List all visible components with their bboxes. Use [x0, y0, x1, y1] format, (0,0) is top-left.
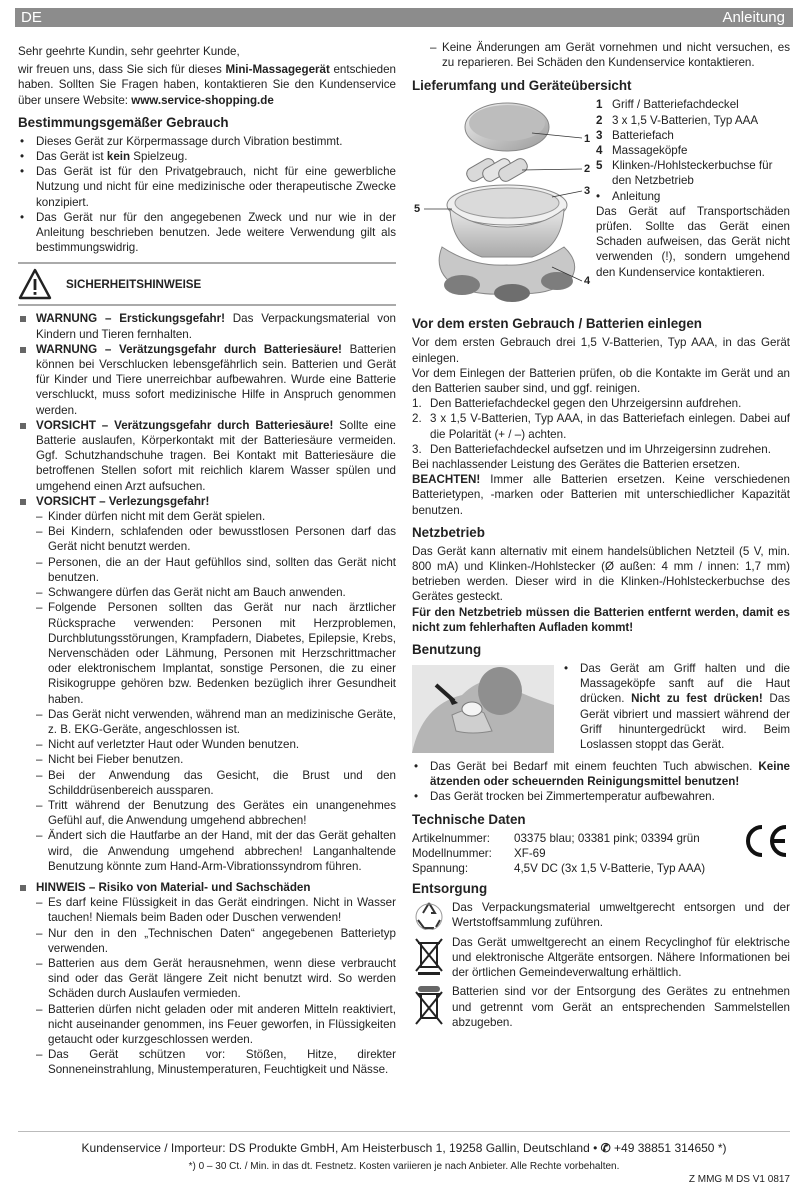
warning-acid: WARNUNG – Verätzungsgefahr durch Batteriesäure! Batterien können bei Verschlucken lebensgefährlich sein. Batterien und Gerät für Kinder und Tiere unerreichbar aufbewahren. Wurde eine Batterie verschluckt, muss sofort medizinische Hilfe in Anspruch genommen werden.: [18, 342, 396, 418]
list-item: – Kinder dürfen nicht mit dem Gerät spielen.: [36, 509, 396, 524]
header-title: Anleitung: [722, 9, 785, 26]
overview-heading: Lieferumfang und Geräteübersicht: [412, 78, 632, 94]
disposal-batteries: [412, 984, 790, 1030]
page-footer: [18, 1131, 790, 1185]
list-item: – Nicht bei Fieber benutzen.: [36, 752, 396, 767]
legend-item: 5 Klinken-/Hohlsteckerbuchse für den Netzbetrieb: [596, 159, 773, 188]
legend-item: 1 Griff / Batteriefachdeckel: [596, 98, 739, 112]
notice-material: HINWEIS – Risiko von Material- und Sachschäden – Es darf keine Flüssigkeit in das Gerät eindringen. Nicht in Wasser tauchen! Niemals beim Baden oder Duschen verwenden! – Nur den in den „Technischen Daten“ angegebenen Batterietyp verwenden. – Batterien aus dem Gerät herausnehmen, wenn diese verbraucht sind oder das Gerät längere Zeit nicht benutzt wird. So werden Schäden durch Auslaufen vermieden. – Batterien dürfen nicht geladen oder mit anderen Mitteln reaktiviert, nicht auseinander genommen, ins Feuer geworfen, in Flüssigkeiten getaucht oder kurzgeschlossen werden. – Das Gerät schützen vor: Stößen, Hitze, direkter Sonneneinstrahlung, Minustemperaturen, Feuchtigkeit und Nässe.: [18, 880, 396, 1078]
phone-icon: ✆: [600, 1141, 611, 1155]
safety-list: [18, 311, 396, 1077]
table-row: [412, 861, 705, 876]
list-item: • Das Gerät ist kein Spielzeug.: [18, 149, 396, 164]
paragraph: Vor dem Einlegen der Batterien prüfen, ob die Kontakte im Gerät und an den Batterien sauber sind, und ggf. reinigen.: [412, 366, 790, 396]
list-item: • Das Gerät trocken bei Zimmertemperatur aufbewahren.: [412, 789, 790, 804]
intended-use-heading: Bestimmungsgemäßer Gebrauch: [18, 114, 229, 130]
paragraph: Das Gerät umweltgerecht an einem Recyclinghof für elektrische und elektronische Altgeräte entsorgen. Nähere Informationen bei der örtlichen Gemeindeverwaltung erhältlich.: [452, 935, 790, 980]
list-item: • Das Gerät am Griff halten und die Massageköpfe sanft auf die Haut drücken. Nicht zu fest drücken! Das Gerät vibriert und massiert während der Griff hinuntergedrückt wird. Beim Loslassen stoppt das Gerät.: [562, 661, 790, 752]
list-item: • Das Gerät nur für den angegebenen Zweck und nur wie in der Anleitung beschrieben benutzen. Jede weitere Verwendung gilt als bestimmungswidrig.: [18, 210, 396, 256]
intro-text: wir freuen uns, dass Sie sich für dieses Mini-Massagegerät entschieden haben. Sollten Sie Fragen haben, kontaktieren Sie den Kundenservice über unsere Website: www.service-shopping.de: [18, 63, 396, 107]
parts-legend: [596, 97, 790, 279]
legend-item: 2 3 x 1,5 V-Batterien, Typ AAA: [596, 113, 759, 127]
document-code: Z MMG M DS V1 0817: [688, 1174, 790, 1185]
website-link[interactable]: www.service-shopping.de: [131, 93, 274, 107]
list-item: – Batterien aus dem Gerät herausnehmen, wenn diese verbraucht sind oder das Gerät längere Zeit nicht benutzt wird. So werden Schäden durch Auslaufen vermieden.: [36, 956, 396, 1002]
first-use-heading: Vor dem ersten Gebrauch / Batterien einlegen: [412, 316, 702, 332]
list-item: – Das Gerät schützen vor: Stößen, Hitze, direkter Sonneneinstrahlung, Minustemperaturen, Feuchtigkeit und Nässe.: [36, 1047, 396, 1077]
greeting: Sehr geehrte Kundin, sehr geehrter Kunde,: [18, 45, 240, 58]
list-item: – Nur den in den „Technischen Daten“ angegebenen Batterietyp verwenden.: [36, 926, 396, 956]
tech-value: 4,5V DC (3x 1,5 V-Batterie, Typ AAA): [514, 862, 706, 876]
caution-injury: VORSICHT – Verlezungsgefahr! – Kinder dürfen nicht mit dem Gerät spielen. – Bei Kindern, schlafenden oder bewusstlosen Personen darf das Gerät nicht benutzt werden. – Personen, die an der Haut gefühllos sind, sollten das Gerät nicht benutzen. – Schwangere dürfen das Gerät nicht am Bauch anwenden. – Folgende Personen sollten das Gerät nur nach ärztlicher Rücksprache verwenden: Personen mit Herzproblemen, Durchblutungsstörungen, Krampfadern, Diabetes, Epilepsie, Krebs, Nervenschäden oder Lähmung, Personen mit Herzschrittmacher oder elektronischem Implantat, sonstige Personen, die zu einer Risikogruppe gehören bzw. Bedenken bezüglich ihrer Gesundheit haben. – Das Gerät nicht verwenden, während man an medizinische Geräte, z. B. EKG-Geräte, angeschlossen ist. – Nicht auf verletzter Haut oder Wunden benutzen. – Nicht bei Fieber benutzen. – Bei der Anwendung das Gesicht, die Brust und den Schilddrüsenbereich aussparen. – Tritt während der Benutzung des Gerätes ein unangenehmes Gefühl auf, die Anwendung umgehend abbrechen! – Ändert sich die Hautfarbe an der Hand, mit der das Gerät gehalten wird, die Anwendung umgehend abbrechen! Langanhaltende Benutzung könnte zum Hand-Arm-Vibrationssyndrom führen.: [18, 494, 396, 874]
list-item: • Das Gerät bei Bedarf mit einem feuchten Tuch abwischen. Keine ätzenden oder scheuernden Reinigungsmittel benutzen!: [412, 759, 790, 789]
legend-item: • Anleitung: [596, 189, 661, 203]
mains-heading: Netzbetrieb: [412, 524, 485, 540]
list-item: – Bei Kindern, schlafenden oder bewusstlosen Personen darf das Gerät nicht benutzt werden.: [36, 524, 396, 554]
legend-item: 3 Batteriefach: [596, 128, 674, 142]
callout-5: 5: [414, 203, 421, 216]
safety-banner: [18, 262, 396, 306]
paragraph: Batterien sind vor der Entsorgung des Gerätes zu entnehmen und getrennt vom Gerät an entsprechenden Sammelstellen abzugeben.: [452, 985, 790, 1029]
disposal-heading: Entsorgung: [412, 881, 488, 897]
list-item: – Nicht auf verletzter Haut oder Wunden benutzen.: [36, 737, 396, 752]
usage-list-2: [412, 759, 790, 805]
crossed-bin-icon: [412, 935, 446, 975]
recycle-icon: [412, 900, 446, 930]
list-item: 2. 3 x 1,5 V-Batterien, Typ AAA, in das Batteriefach einlegen. Dabei auf die Polarität (+ / –) achten.: [412, 412, 790, 441]
paragraph: Bei nachlassender Leistung des Gerätes die Batterien ersetzen.: [412, 458, 741, 472]
paragraph: Das Verpackungsmaterial umweltgerecht entsorgen und der Wertstoffsammlung zuführen.: [452, 901, 790, 930]
tech-key: Spannung:: [412, 862, 469, 876]
transport-note: Das Gerät auf Transportschäden prüfen. Sollte das Gerät einen Schaden aufweisen, das Gerät nicht verwenden (!), sondern umgehend den Kundenservice kontaktieren.: [596, 204, 790, 279]
list-item: • Das Gerät ist für den Privatgebrauch, nicht für eine gewerbliche Nutzung und nicht für eine medizinische oder therapeutische Zwecke konzipiert.: [18, 164, 396, 210]
list-item: – Folgende Personen sollten das Gerät nur nach ärztlicher Rücksprache verwenden: Personen mit Herzproblemen, Durchblutungsstörungen, Krampfadern, Diabetes, Epilepsie, Krebs, Nervenschäden oder Lähmung, Personen mit Herzschrittmacher oder elektronischem Implantat, sonstige Personen, die zu einer Risikogruppe gehören bzw. Bedenken bezüglich ihrer Gesundheit haben.: [36, 600, 396, 706]
list-item: – Personen, die an der Haut gefühllos sind, sollten das Gerät nicht benutzen.: [36, 555, 396, 585]
table-row: [412, 831, 705, 846]
footer-cost-note: *) 0 – 30 Ct. / Min. in das dt. Festnetz. Kosten variieren je nach Anbieter. Alle Rechte vorbehalten.: [188, 1161, 620, 1172]
tech-value: XF-69: [514, 846, 546, 860]
paragraph: Das Gerät kann alternativ mit einem handelsüblichen Netzteil (5 V, min. 800 mA) und Klinken-/Hohlstecker (Ø außen: 4 mm / innen: 1,7 mm) betrieben werden. Dieser wird in die Klinken-/Hohlsteckerbuchse des Gerätes gesteckt.: [412, 544, 790, 604]
tech-key: Artikelnummer:: [412, 831, 490, 845]
material-list: [36, 895, 396, 1077]
language-code: DE: [21, 9, 42, 26]
footer-contact: Kundenservice / Importeur: DS Produkte GmbH, Am Heisterbusch 1, 19258 Gallin, Deutschland • ✆ +49 38851 314650 *): [81, 1141, 727, 1155]
paragraph: BEACHTEN! Immer alle Batterien ersetzen. Keine verschiedenen Batterietypen, -marken oder Batterien mit unterschiedlicher Kapazität benutzen.: [412, 473, 790, 517]
tech-key: Modellnummer:: [412, 846, 492, 860]
disposal-electronics: [412, 935, 790, 981]
callout-1: 1: [584, 133, 591, 146]
list-item: – Es darf keine Flüssigkeit in das Gerät eindringen. Nicht in Wasser tauchen! Niemals beim Baden oder Duschen verwenden!: [36, 895, 396, 925]
tech-table: [412, 831, 705, 877]
list-item: – Schwangere dürfen das Gerät nicht am Bauch anwenden.: [36, 585, 396, 600]
callout-4: 4: [584, 275, 591, 288]
left-column: [18, 40, 396, 1078]
right-column: [412, 40, 790, 1034]
usage-block: [412, 661, 790, 759]
product-name: Mini-Massagegerät: [225, 63, 330, 77]
safety-heading: SICHERHEITSHINWEISE: [66, 278, 202, 292]
device-overview: [412, 97, 790, 309]
tech-value: 03375 blau; 03381 pink; 03394 grün: [514, 831, 700, 845]
paragraph: Vor dem ersten Gebrauch drei 1,5 V-Batterien, Typ AAA, in das Gerät einlegen.: [412, 336, 790, 365]
callout-2: 2: [584, 163, 591, 176]
material-list-continued: [412, 40, 790, 70]
battery-bin-icon: [412, 984, 446, 1028]
tech-heading: Technische Daten: [412, 811, 526, 827]
injury-list: [36, 509, 396, 874]
usage-list: [562, 661, 790, 752]
callout-3: 3: [584, 185, 591, 198]
list-item: – Keine Änderungen am Gerät vornehmen und nicht versuchen, es zu reparieren. Bei Schäden den Kundenservice kontaktieren.: [430, 40, 790, 70]
list-item: 1. Den Batteriefachdeckel gegen den Uhrzeigersinn aufdrehen.: [412, 397, 742, 411]
warning-triangle-icon: [18, 268, 52, 300]
page-header: [15, 8, 793, 27]
list-item: 3. Den Batteriefachdeckel aufsetzen und im Uhrzeigersinn zudrehen.: [412, 442, 771, 456]
usage-heading: Benutzung: [412, 642, 482, 658]
intended-use-list: [18, 134, 396, 256]
ce-mark-icon: [740, 823, 790, 859]
legend-item: 4 Massageköpfe: [596, 144, 688, 158]
phone-number: +49 38851 314650 *): [614, 1141, 727, 1155]
tech-section: [412, 811, 790, 877]
list-item: • Dieses Gerät zur Körpermassage durch Vibration bestimmt.: [18, 134, 396, 149]
disposal-packaging: [412, 900, 790, 930]
list-item: – Bei der Anwendung das Gesicht, die Brust und den Schilddrüsenbereich aussparen.: [36, 768, 396, 798]
list-item: – Batterien dürfen nicht geladen oder mit anderen Mitteln reaktiviert, nicht auseinander genommen, ins Feuer geworfen, in Flüssigkeiten getaucht oder kurzgeschlossen werden.: [36, 1002, 396, 1048]
battery-steps: [412, 396, 790, 457]
list-item: – Ändert sich die Hautfarbe an der Hand, mit der das Gerät gehalten wird, die Anwendung umgehend abbrechen! Langanhaltende Benutzung könnte zum Hand-Arm-Vibrationssyndrom führen.: [36, 828, 396, 874]
device-illustration: [412, 97, 594, 307]
battery-icon: [465, 157, 530, 184]
mains-warning: Für den Netzbetrieb müssen die Batterien entfernt werden, damit es nicht zum fehlerhaften Aufladen kommt!: [412, 605, 790, 634]
usage-photo: [412, 665, 554, 753]
warning-choking: WARNUNG – Erstickungsgefahr! Das Verpackungsmaterial von Kindern und Tieren fernhalten.: [18, 311, 396, 341]
caution-acid: VORSICHT – Verätzungsgefahr durch Batteriesäure! Sollte eine Batterie auslaufen, Körperkontakt mit der Batteriesäure vermeiden. Ggf. Schutzhandschuhe tragen. Bei Kontakt mit Batteriesäure die betroffenen Stellen sofort mit reichlich klarem Wasser spülen und umgehend einen Arzt aufsuchen.: [18, 418, 396, 494]
list-item: – Das Gerät nicht verwenden, während man an medizinische Geräte, z. B. EKG-Geräte, angeschlossen ist.: [36, 707, 396, 737]
table-row: [412, 846, 705, 861]
list-item: – Tritt während der Benutzung des Gerätes ein unangenehmes Gefühl auf, die Anwendung umgehend abbrechen!: [36, 798, 396, 828]
